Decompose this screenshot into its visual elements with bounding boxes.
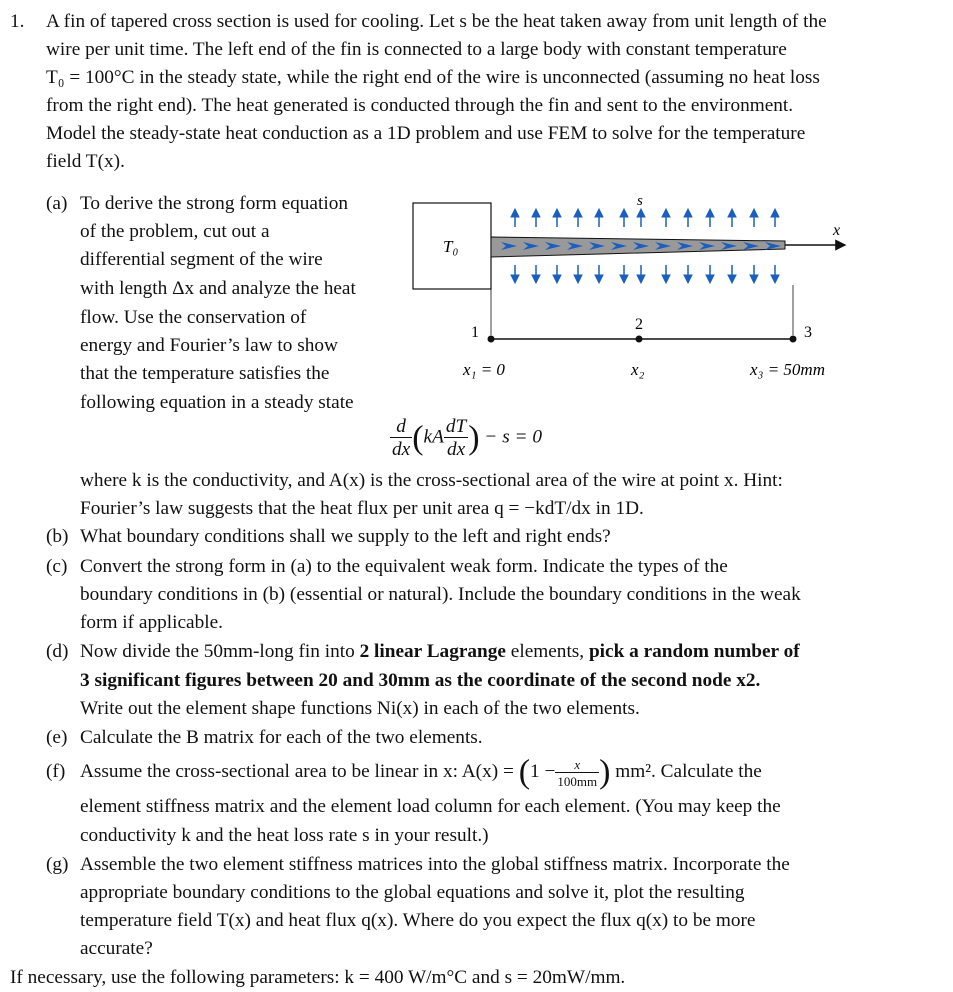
- heat-loss-arrow-up-head: [595, 209, 603, 217]
- heat-loss-arrow-down-head: [574, 275, 582, 283]
- intro-line-6: field T(x).: [46, 151, 125, 172]
- heat-loss-arrow-down-head: [511, 275, 519, 283]
- heat-loss-arrow-up-head: [637, 209, 645, 217]
- heat-loss-arrow-down-head: [595, 275, 603, 283]
- part-a-line: To derive the strong form equation: [80, 193, 348, 214]
- intro-line-3: T₀ = 100°C in the steady state, while the right end of the wire is unconnected (assuming no heat loss: [46, 67, 820, 88]
- node-1: [488, 336, 495, 343]
- heat-loss-arrow-up-head: [574, 209, 582, 217]
- part-c-line: Convert the strong form in (a) to the equivalent weak form. Indicate the types of the: [80, 556, 728, 577]
- part-b-label: (b): [46, 526, 69, 547]
- fin-diagram: [405, 185, 875, 385]
- heat-loss-arrow-down-head: [684, 275, 692, 283]
- part-c-line: boundary conditions in (b) (essential or natural). Include the boundary conditions in the weak: [80, 584, 801, 605]
- heat-loss-label: s: [637, 193, 643, 209]
- problem-number: 1.: [10, 11, 25, 32]
- part-b-text: What boundary conditions shall we supply to the left and right ends?: [80, 526, 611, 547]
- heat-loss-arrow-down-head: [750, 275, 758, 283]
- part-a-line: of the problem, cut out a: [80, 221, 270, 242]
- part-c-line: form if applicable.: [80, 612, 223, 633]
- heat-loss-arrow-up-head: [553, 209, 561, 217]
- part-a-line: that the temperature satisfies the: [80, 363, 330, 384]
- heat-loss-arrow-down-head: [637, 275, 645, 283]
- heat-loss-arrow-down-head: [706, 275, 714, 283]
- heat-loss-arrow-up-head: [684, 209, 692, 217]
- heat-loss-arrow-up-head: [662, 209, 670, 217]
- heat-loss-arrow-down-head: [553, 275, 561, 283]
- part-a-line: with length Δx and analyze the heat: [80, 278, 356, 299]
- node-2-label: 2: [635, 316, 643, 333]
- x3-coordinate: x₃ = 50mm: [750, 360, 825, 379]
- heat-loss-arrow-down-head: [771, 275, 779, 283]
- part-g-line: accurate?: [80, 938, 153, 959]
- node-1-label: 1: [471, 324, 479, 341]
- heat-loss-arrow-up-head: [620, 209, 628, 217]
- part-d-label: (d): [46, 641, 69, 662]
- x2-coordinate: x₂: [631, 360, 645, 379]
- heat-loss-arrow-down-head: [620, 275, 628, 283]
- heat-loss-arrows-bottom: [511, 265, 779, 283]
- part-a-after-line-1: where k is the conductivity, and A(x) is the cross-sectional area of the wire at point x. Hint:: [80, 470, 783, 491]
- node-2: [636, 336, 643, 343]
- body-temperature-label: T₀: [443, 237, 459, 256]
- strong-form-equation: $\frac{d}{dx}$ (kA $\frac{dT}{dx}$ ) − s = 0: [392, 416, 543, 461]
- parameters-footer: If necessary, use the following parameters: k = 400 W/m°C and s = 20mW/mm.: [10, 967, 626, 988]
- part-a-line: differential segment of the wire: [80, 249, 323, 270]
- part-e-text: Calculate the B matrix for each of the two elements.: [80, 727, 483, 748]
- part-f-label: (f): [46, 761, 66, 782]
- part-d-line-3: Write out the element shape functions Ni(x) in each of the two elements.: [80, 698, 640, 719]
- intro-line-4: from the right end). The heat generated is conducted through the fin and sent to the environment.: [46, 95, 794, 116]
- x-axis-label: x: [833, 222, 841, 239]
- heat-loss-arrow-up-head: [706, 209, 714, 217]
- heat-loss-arrow-down-head: [728, 275, 736, 283]
- part-d-line-1: Now divide the 50mm-long fin into 2 linear Lagrange elements, pick a random number of: [80, 641, 800, 662]
- part-g-line: temperature field T(x) and heat flux q(x). Where do you expect the flux q(x) to be more: [80, 910, 756, 931]
- x1-coordinate: x₁ = 0: [463, 360, 505, 379]
- part-f-line-1: Assume the cross-sectional area to be linear in x: A(x) = (1 − $\frac{x}{100mm}$ ) mm². Calculate the: [80, 753, 762, 791]
- part-e-label: (e): [46, 727, 68, 748]
- part-g-label: (g): [46, 854, 69, 875]
- intro-line-5: Model the steady-state heat conduction as a 1D problem and use FEM to solve for the temperature: [46, 123, 806, 144]
- part-a-line: energy and Fourier’s law to show: [80, 335, 338, 356]
- node-3-label: 3: [804, 324, 812, 341]
- part-a-line: following equation in a steady state: [80, 392, 354, 413]
- part-f-line-3: conductivity k and the heat loss rate s in your result.): [80, 825, 489, 846]
- heat-loss-arrow-up-head: [532, 209, 540, 217]
- intro-line-2: wire per unit time. The left end of the fin is connected to a large body with constant temperature: [46, 39, 787, 60]
- part-a-line: flow. Use the conservation of: [80, 307, 307, 328]
- part-g-line: appropriate boundary conditions to the global equations and solve it, plot the resulting: [80, 882, 745, 903]
- heat-loss-arrow-down-head: [532, 275, 540, 283]
- heat-loss-arrow-up-head: [750, 209, 758, 217]
- node-3: [790, 336, 797, 343]
- part-c-label: (c): [46, 556, 68, 577]
- part-f-line-2: element stiffness matrix and the element load column for each element. (You may keep the: [80, 796, 781, 817]
- part-d-line-2: 3 significant figures between 20 and 30mm as the coordinate of the second node x2.: [80, 670, 761, 691]
- part-a-after-line-2: Fourier’s law suggests that the heat flux per unit area q = −kdT/dx in 1D.: [80, 498, 644, 519]
- part-a-label: (a): [46, 193, 68, 214]
- part-g-line: Assemble the two element stiffness matrices into the global stiffness matrix. Incorporate the: [80, 854, 790, 875]
- intro-line-1: A fin of tapered cross section is used for cooling. Let s be the heat taken away from unit length of the: [46, 11, 827, 32]
- heat-loss-arrows-top: [511, 209, 779, 227]
- heat-loss-arrow-down-head: [662, 275, 670, 283]
- heat-loss-arrow-up-head: [511, 209, 519, 217]
- heat-loss-arrow-up-head: [771, 209, 779, 217]
- heat-loss-arrow-up-head: [728, 209, 736, 217]
